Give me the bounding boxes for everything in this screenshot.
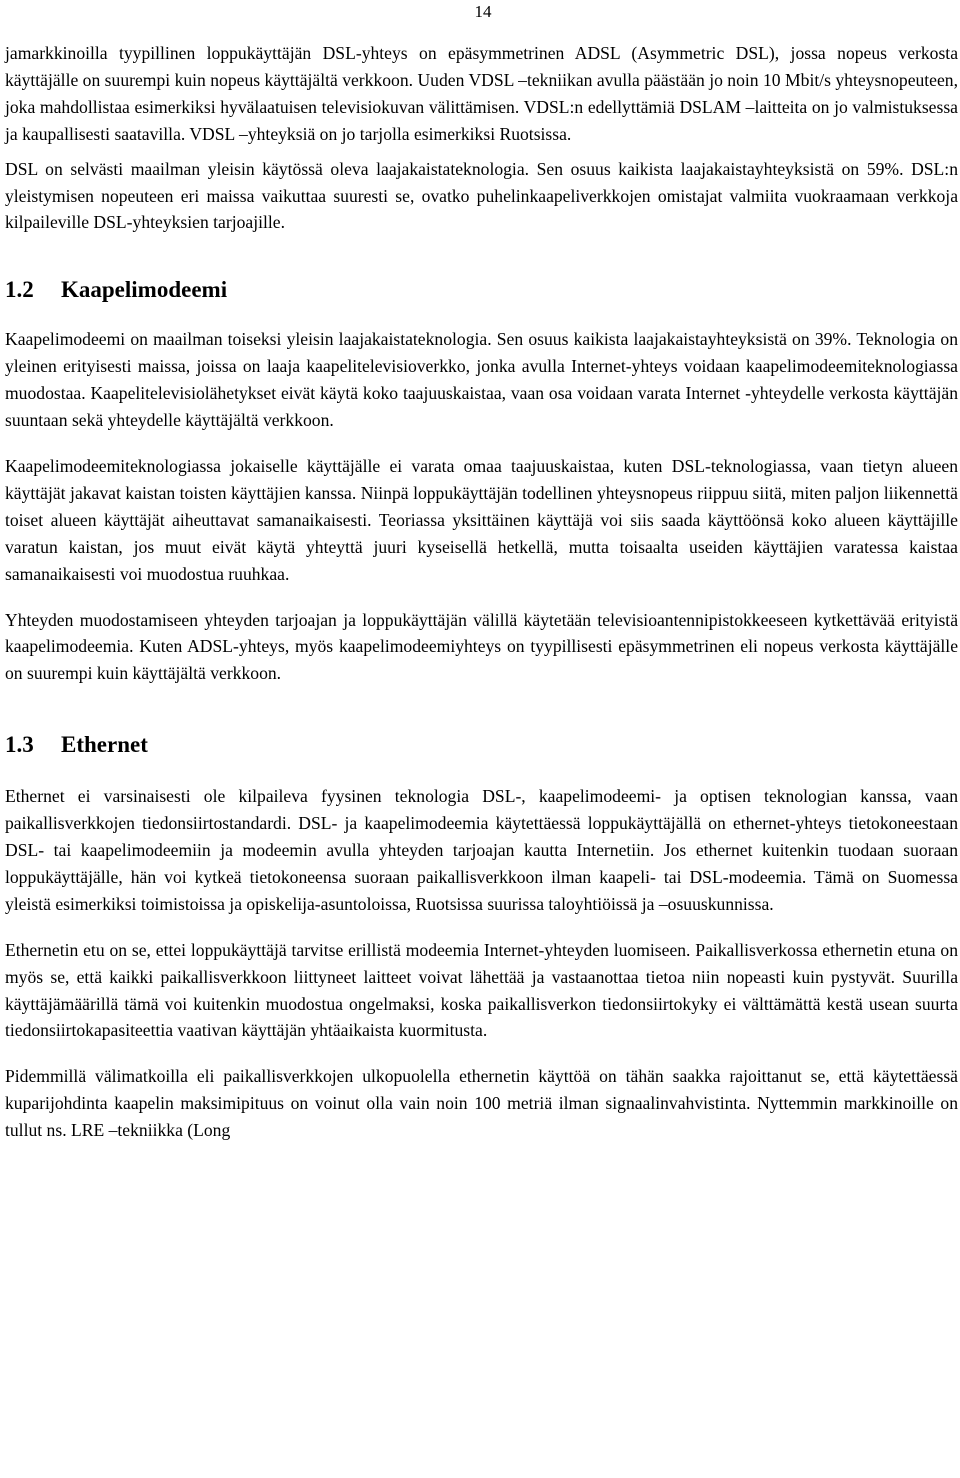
paragraph-cable-connection: Yhteyden muodostamiseen yhteyden tarjoajan ja loppukäyttäjän välillä käytetään televisioantennipistokkeeseen kytkettävää erityistä kaapelimodeemia. Kuten ADSL-yhteys, myös kaapelimodeemiyhteys on tyypillisesti epäsymmetrinen eli nopeus verkosta käyttäjälle on suurempi kuin käyttäjältä verkkoon. (5, 609, 958, 684)
section-number: 1.2 (5, 277, 34, 303)
section-title: Ethernet (61, 732, 148, 758)
document-body (5, 40, 958, 1144)
paragraph-ethernet-benefits: Ethernetin etu on se, ettei loppukäyttäjä tarvitse erillistä modeemia Internet-yhteyden luomiseen. Paikallisverkossa ethernetin etuna on myös se, että kaikki paikallisverkkoon liittyneet laitteet voivat lähettää ja vastaanottaa tietoa niin nopeasti kuin pystyvät. Suurilla käyttäjämäärillä tämä voi kuitenkin muodostua ongelmaksi, koska paikallisverkon tiedonsiirtokyky ei välttämättä kestä usean suurta tiedonsiirtokapasiteettia vaativan käyttäjän yhtäaikaista kuormitusta. (5, 939, 958, 1041)
paragraph-cable-bandwidth: Kaapelimodeemiteknologiassa jokaiselle käyttäjälle ei varata omaa taajuuskaistaa, kuten DSL-teknologiassa, vaan tietyn alueen käyttäjät jakavat kaistan toisten käyttäjien kanssa. Niinpä loppukäyttäjän todellinen yhteysnopeus riippuu siitä, miten paljon liikennettä toiset alueen käyttäjät aiheuttavat samanaikaisesti. Teoriassa yksittäinen käyttäjä voi siis saada käyttöönsä koko alueen käyttäjille varatun kaistan, jos muut eivät käytä yhteyttä juuri kyseisellä hetkellä, mutta toisaalta useiden käyttäjien varatessa kaistaa samanaikaisesti voi muodostua ruuhkaa. (5, 455, 958, 584)
section-title: Kaapelimodeemi (61, 277, 228, 303)
paragraph-vdsl: jamarkkinoilla tyypillinen loppukäyttäjän DSL-yhteys on epäsymmetrinen ADSL (Asymmetric DSL), jossa nopeus verkosta käyttäjälle on suurempi kuin nopeus käyttäjältä verkkoon. Uuden VDSL –tekniikan avulla päästään jo noin 10 Mbit/s yhteysnopeuteen, joka mahdollistaa esimerkiksi hyvälaatuisen televisiokuvan välittämisen. VDSL:n edellyttämiä DSLAM –laitteita on jo valmistuksessa ja kaupallisesti saatavilla. VDSL –yhteyksiä on jo tarjolla esimerkiksi Ruotsissa. (5, 43, 958, 144)
section-heading-1-2 (5, 276, 958, 304)
paragraph-dsl-share: DSL on selvästi maailman yleisin käytössä oleva laajakaistateknologia. Sen osuus kaikista laajakaistayhteyksistä on 59%. DSL:n yleistymisen nopeuteen eri maissa vaikuttaa suuresti se, ovatko puhelinkaapeliverkkojen omistajat valmiita vuokraamaan verkkoja kilpaileville DSL-yhteyksien tarjoajille. (5, 158, 958, 233)
section-number: 1.3 (5, 732, 34, 758)
page-number: 14 (474, 2, 492, 21)
paragraph-cable-modem-intro: Kaapelimodeemi on maailman toiseksi yleisin laajakaistateknologia. Sen osuus kaikista laajakaistayhteyksistä on 39%. Teknologia on yleinen erityisesti maissa, joissa on laaja kaapelitelevisioverkko, jonka avulla Internet-yhteys voidaan kaapelimodeemiteknologiassa muodostaa. Kaapelitelevisiolähetykset eivät käytä koko taajuuskaistaa, vaan osa voidaan varata Internet -yhteydelle verkosta käyttäjän suuntaan sekä yhteydelle käyttäjältä verkkoon. (5, 329, 958, 431)
paragraph-ethernet-intro: Ethernet ei varsinaisesti ole kilpaileva fyysinen teknologia DSL-, kaapelimodeemi- ja optisen teknologian kanssa, vaan paikallisverkkojen tiedonsiirtostandardi. DSL- ja kaapelimodeemia käytettäessä loppukäyttäjällä on ethernet-yhteys tietokoneestaan DSL- tai kaapelimodeemiin ja modeemin avulla yhteyden tarjoajan kautta Internetiin. Jos ethernet kuitenkin tuodaan suoraan loppukäyttäjälle, hän voi kytkeä tietokoneensa suoraan paikallisverkkoon ilman kaapeli- tai DSL-modeemia. Tämä on Suomessa yleistä esimerkiksi toimistoissa ja opiskelija-asuntoloissa, Ruotsissa suurissa taloyhtiöissä ja –osuuskunnissa. (5, 786, 958, 914)
section-heading-1-3 (5, 731, 958, 759)
paragraph-ethernet-distance: Pidemmillä välimatkoilla eli paikallisverkkojen ulkopuolella ethernetin käyttöä on tähän saakka rajoittanut se, että käytettäessä kuparijohdinta kaapelin maksimipituus on voinut olla vain noin 100 metriä ilman signaalinvahvistinta. Nyttemmin markkinoille on tullut ns. LRE –tekniikka (Long (5, 1066, 958, 1141)
